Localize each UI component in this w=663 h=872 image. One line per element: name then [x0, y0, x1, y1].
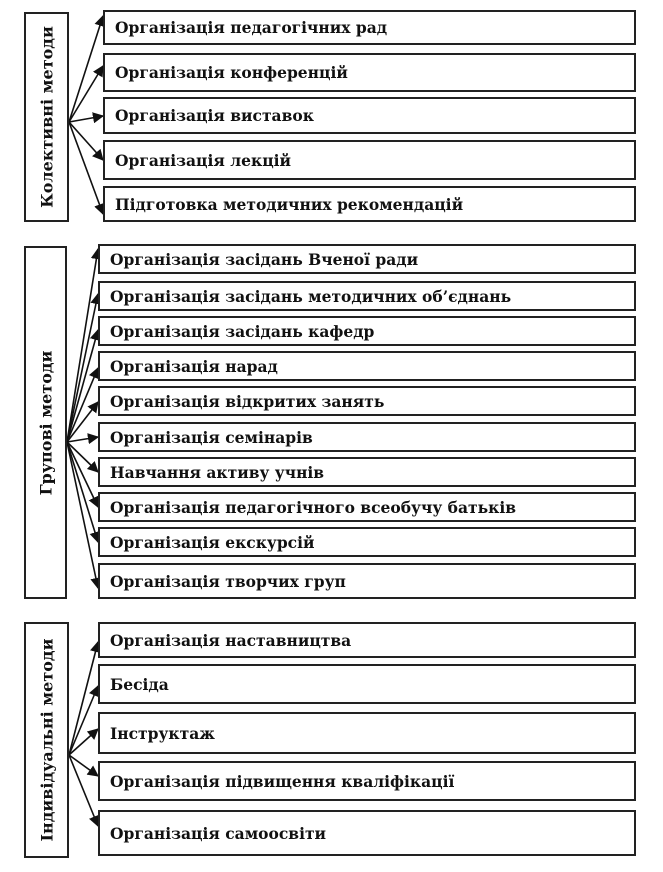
method-box: Організація конференцій	[103, 53, 636, 92]
group-label-collective	[24, 12, 69, 222]
method-box: Організація семінарів	[98, 422, 636, 452]
method-box: Організація екскурсій	[98, 527, 636, 557]
method-box: Організація педагогічних рад	[103, 10, 636, 45]
method-box: Бесіда	[98, 664, 636, 704]
method-box: Організація лекцій	[103, 140, 636, 180]
connector-arrow	[69, 66, 103, 122]
connector-arrow	[69, 642, 98, 755]
connector-arrow	[67, 368, 98, 442]
connector-arrow	[67, 294, 98, 442]
group-label-individual-text: Індивідуальні методи	[37, 638, 56, 842]
method-box: Навчання активу учнів	[98, 457, 636, 487]
method-box: Організація засідань кафедр	[98, 316, 636, 346]
method-box: Інструктаж	[98, 712, 636, 754]
method-box: Організація педагогічного всеобучу батьків	[98, 492, 636, 522]
group-label-collective-text: Колективні методи	[37, 26, 56, 208]
connector-arrow	[69, 729, 98, 755]
method-box: Підготовка методичних рекомендацій	[103, 186, 636, 222]
connector-arrow	[67, 437, 98, 442]
method-box: Організація творчих груп	[98, 563, 636, 599]
connector-arrow	[69, 122, 103, 160]
method-box: Організація наставництва	[98, 622, 636, 658]
connector-arrow	[67, 442, 98, 507]
method-box: Організація виставок	[103, 97, 636, 134]
method-box: Організація відкритих занять	[98, 386, 636, 416]
group-label-group-text: Групові методи	[36, 350, 55, 495]
connector-arrow	[69, 122, 103, 214]
connector-arrow	[67, 442, 98, 588]
connector-arrow	[69, 116, 103, 122]
method-box: Організація засідань Вченої ради	[98, 244, 636, 274]
connector-arrow	[69, 16, 103, 122]
method-box: Організація підвищення кваліфікації	[98, 761, 636, 801]
method-box: Організація засідань методичних об’єднань	[98, 281, 636, 311]
method-box: Організація нарад	[98, 351, 636, 381]
group-label-group	[24, 246, 67, 599]
method-box: Організація самоосвіти	[98, 810, 636, 856]
group-label-individual	[24, 622, 69, 858]
